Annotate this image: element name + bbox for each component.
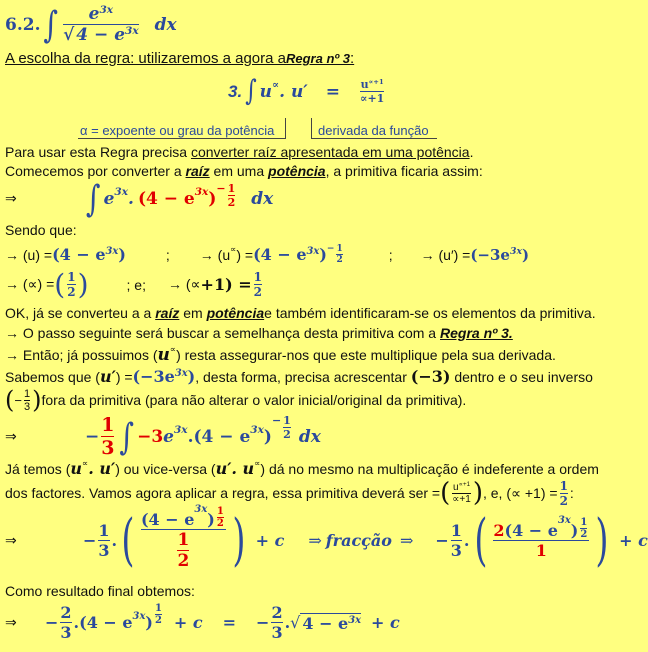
- exponent: 3x: [105, 246, 119, 258]
- denominator: ∝+1: [452, 493, 471, 505]
- text: , desta forma, precisa acrescentar: [195, 368, 407, 385]
- rule-formula: [228, 75, 386, 108]
- paren: ): [319, 245, 327, 264]
- text: em uma: [213, 163, 265, 179]
- text: ) resta assegurar-nos que este multiplique pela sua derivada.: [176, 347, 556, 363]
- exponent: 3x: [99, 3, 114, 16]
- sign: −: [85, 426, 100, 447]
- integral-sign: ∫: [245, 75, 257, 108]
- power-fraction: [228, 182, 236, 209]
- denominator: 3: [450, 541, 462, 560]
- half-fraction: [560, 479, 568, 508]
- sign: −: [45, 613, 59, 632]
- denominator: 2: [227, 196, 236, 209]
- text: , a primitiva ficaria assim:: [325, 163, 483, 179]
- como-resultado: Como resultado final obtemos:: [5, 583, 195, 599]
- inverse-fraction: [24, 388, 30, 413]
- simplified-fraction: [493, 515, 589, 560]
- u: u: [70, 459, 82, 478]
- paren: ): [263, 426, 272, 447]
- text: → O passo seguinte será buscar a semelhança desta primitiva com a: [5, 325, 437, 341]
- implies-arrow: ⇒: [5, 190, 17, 206]
- plus-c: + c: [619, 531, 648, 550]
- derivative-label: derivada da função: [318, 123, 429, 138]
- definitions-row2: → (∝) = ( $\frac{1}{2}$ ) ; e; → (∝ +1) = $\frac{1}{2}$: [5, 268, 262, 301]
- u: u: [157, 345, 170, 365]
- e: e: [163, 426, 174, 447]
- numerator: u: [360, 78, 369, 91]
- rule-fraction: [452, 482, 471, 505]
- sign: −: [14, 392, 22, 408]
- denominator: ∝+1: [360, 92, 385, 105]
- factor-two: 2: [493, 521, 505, 540]
- exponent: 3x: [125, 24, 139, 37]
- u-prime: u′: [99, 367, 116, 386]
- numerator: 1: [283, 414, 291, 427]
- para-passo: [5, 325, 513, 341]
- sign: −: [83, 531, 97, 550]
- plus-c: + c: [371, 613, 400, 632]
- para-ok: [5, 305, 596, 321]
- numerator: 1: [216, 506, 224, 517]
- para-fora: ( − $\frac{1}{3}$ ) fora da primitiva (para não alterar o valor inicial/original da primitiva).: [5, 386, 467, 414]
- numerator: 1: [450, 521, 462, 540]
- radicand: 4 − e: [302, 613, 349, 633]
- value: (4 − e: [253, 245, 307, 264]
- alpha: ∝: [169, 344, 177, 355]
- sqrt-sign: √: [63, 25, 75, 45]
- sign: −: [271, 414, 282, 427]
- text: Já temos (: [5, 460, 71, 477]
- paren: ): [207, 510, 215, 529]
- exercise-title: [5, 4, 177, 45]
- value: (4 − e: [52, 245, 106, 264]
- exponent: 3x: [348, 614, 362, 626]
- final-result: [5, 603, 400, 642]
- intro-text: A escolha da regra: utilizaremos a agora a: [5, 50, 286, 67]
- u-prime: . u′: [279, 81, 308, 102]
- numerator: u: [453, 481, 459, 493]
- numerator: 1: [23, 387, 31, 400]
- exponent: 3x: [132, 611, 146, 623]
- equals: =: [325, 81, 341, 102]
- label: → (u: [199, 246, 231, 263]
- sign: −: [256, 613, 270, 632]
- numerator: e: [88, 4, 100, 24]
- text: .: [469, 144, 474, 160]
- fraccao-label: fracção: [325, 531, 392, 550]
- rule-number: 3.: [228, 81, 243, 101]
- sign: −: [326, 244, 335, 254]
- rule-fraction: [360, 78, 384, 105]
- exponent: 3x: [114, 186, 129, 199]
- numerator: 2: [271, 603, 283, 622]
- colon: :: [350, 50, 355, 67]
- power-fraction: [155, 603, 162, 626]
- separator: ;: [388, 246, 393, 263]
- e: e: [103, 188, 115, 209]
- alpha: ∝: [254, 457, 261, 468]
- text: ) dá no mesmo na multiplicação é indeferente a ordem: [260, 460, 599, 477]
- equals: =: [222, 613, 237, 632]
- emphasis: raíz: [155, 305, 180, 321]
- text: OK, já se converteu a a: [5, 305, 152, 321]
- intro-line: [5, 50, 354, 67]
- step3: ⇒ − $\frac{1}{3}$ . ( (4 − e 3x ) $\frac{1}{2}$ $\frac{1}{2}$ ) + c ⇒ fracção ⇒ − $\frac{1}{3}$ . ( 2 (4 − e 3x ) $\frac{1}{2}$ 1 ) + c: [5, 504, 648, 573]
- exponent: ∝+1: [458, 480, 471, 488]
- para-sabemos: [5, 367, 593, 386]
- definitions-row1: [5, 244, 529, 265]
- u-prime-u: u′. u: [215, 459, 255, 478]
- exponent: 3x: [194, 186, 209, 199]
- paren: ): [208, 188, 217, 209]
- text: dos factores. Vamos agora aplicar a regra, essa primitiva deverá ser =: [5, 485, 441, 501]
- text: → Então; já possuimos (: [5, 347, 158, 363]
- sign: −: [435, 531, 449, 550]
- exponent: ∝+1: [368, 77, 384, 86]
- underlined-text: converter raíz apresentada em uma potência: [190, 144, 470, 160]
- label: → (∝) =: [5, 276, 55, 292]
- denominator: 2: [336, 255, 343, 265]
- power-fraction: [283, 414, 291, 441]
- sendo-que: Sendo que:: [5, 222, 77, 238]
- denominator: 2: [253, 285, 262, 299]
- denominator: 3: [98, 541, 110, 560]
- implies-arrow: ⇒: [5, 532, 17, 548]
- text: Sabemos que (: [5, 368, 100, 385]
- implies-arrow: ⇒: [399, 531, 414, 550]
- plus-c: + c: [173, 613, 203, 632]
- paren: ): [145, 613, 153, 632]
- numerator: 1: [101, 414, 115, 436]
- denominator: 4 − e: [76, 25, 126, 45]
- base-expression: (4 − e: [140, 510, 195, 529]
- dot: .: [284, 613, 291, 632]
- denominator: 1: [535, 541, 547, 560]
- result-fraction: [140, 504, 226, 571]
- step2: [5, 414, 321, 459]
- dot: .: [128, 188, 134, 209]
- rule-reference: Regra nº 3: [286, 51, 350, 66]
- denominator: 2: [154, 615, 162, 626]
- alpha-plus-one-fraction: [254, 270, 262, 299]
- numerator: 1: [227, 182, 236, 195]
- step1: [5, 177, 274, 220]
- minus-three: −3: [137, 426, 164, 447]
- coefficient-fraction: [60, 603, 71, 642]
- implies-arrow: ⇒: [5, 428, 17, 444]
- denominator: 2: [283, 428, 291, 441]
- implies-arrow: ⇒: [308, 531, 322, 550]
- emphasis: potência: [206, 305, 265, 321]
- separator: ;: [165, 246, 170, 263]
- alpha: ∝: [230, 243, 237, 254]
- emphasis: potência: [268, 163, 326, 179]
- power-fraction: [336, 244, 342, 265]
- coefficient-fraction: [271, 603, 282, 642]
- numerator: 1: [253, 270, 262, 284]
- numerator: 1: [580, 517, 588, 528]
- para-ja-temos: [5, 459, 599, 478]
- numerator: 1: [67, 270, 76, 284]
- label: ) =: [236, 246, 254, 263]
- text: em: [183, 305, 203, 321]
- exponent: 3x: [250, 424, 264, 437]
- separator: ; e;: [126, 276, 146, 293]
- exponent: 3x: [509, 245, 522, 257]
- label: → (u′) =: [420, 246, 471, 263]
- base-expression: .(4 − e: [187, 426, 251, 447]
- exponent: 3x: [173, 424, 188, 437]
- text: Para usar esta Regra precisa: [5, 144, 188, 160]
- inverse-fraction: [451, 521, 462, 560]
- title-fraction: [63, 4, 139, 45]
- minus-three: (−3): [410, 367, 451, 386]
- dx: dx: [298, 426, 321, 447]
- para-convert: [5, 144, 473, 160]
- implies-arrow: ⇒: [5, 614, 17, 630]
- para-entao: [5, 345, 556, 365]
- sign: −: [216, 182, 226, 195]
- u-prime: . u′: [88, 459, 116, 478]
- paren: ): [521, 245, 530, 264]
- numerator: 1: [177, 530, 190, 550]
- denominator: 2: [216, 518, 224, 529]
- emphasis: raíz: [185, 163, 210, 179]
- denominator: 3: [101, 437, 115, 459]
- exponent: 3x: [194, 504, 208, 516]
- text: fora da primitiva (para não alterar o valor inicial/original da primitiva).: [41, 392, 467, 408]
- value: +1) =: [200, 275, 252, 294]
- denominator: 3: [23, 400, 31, 413]
- exponent: 3x: [557, 515, 571, 527]
- inverse-fraction: [98, 521, 109, 560]
- denominator: 3: [60, 623, 72, 642]
- para-comecemos: [5, 163, 483, 179]
- text: ) ou vice-versa (: [115, 460, 216, 477]
- u: u: [259, 81, 273, 102]
- denominator: 2: [580, 529, 588, 540]
- inverse-fraction: [101, 414, 114, 459]
- paren: ): [570, 521, 579, 540]
- alpha-fraction: [67, 270, 75, 299]
- label: → (u) =: [5, 246, 53, 263]
- text: Comecemos por converter a: [5, 163, 182, 179]
- paren: ): [118, 245, 126, 264]
- denominator: 2: [559, 493, 568, 508]
- dx: dx: [251, 188, 274, 209]
- denominator: 2: [67, 285, 76, 299]
- base-expression: .(4 − e: [73, 613, 133, 632]
- denominator: 3: [271, 623, 283, 642]
- text: e também identificaram-se os elementos da primitiva.: [264, 305, 596, 321]
- numerator: 1: [154, 603, 162, 614]
- alpha: ∝: [272, 79, 280, 92]
- exercise-number: 6.2.: [5, 14, 41, 35]
- dx: dx: [154, 14, 177, 35]
- para-dos-factores: dos factores. Vamos agora aplicar a regra, essa primitiva deverá ser = ( $\frac{u^{\propto+1}}{\propto+1}$ ) , e, (∝ +1) = $\frac{1}{2}$ :: [5, 478, 574, 508]
- numerator: 1: [98, 521, 110, 540]
- base-expression: (4 − e: [504, 521, 558, 540]
- numerator: 1: [559, 478, 568, 493]
- exponent: 3x: [174, 368, 188, 380]
- base-expression: (4 − e: [137, 188, 195, 209]
- rule-reference: Regra nº 3.: [440, 325, 513, 341]
- denominator: 2: [177, 551, 190, 571]
- numerator: 1: [336, 244, 343, 254]
- value: (−3e: [132, 367, 175, 386]
- integral-sign: ∫: [119, 415, 135, 458]
- paren: ): [187, 367, 196, 386]
- value: (−3e: [470, 245, 510, 264]
- alpha-label: α = expoente ou grau da potência: [80, 123, 275, 138]
- numerator: 2: [60, 603, 72, 622]
- text: ) =: [115, 368, 133, 385]
- text: dentro e o seu inverso: [454, 368, 593, 385]
- plus-c: + c: [255, 531, 285, 550]
- integral-sign: ∫: [86, 177, 101, 220]
- text: :: [569, 485, 574, 501]
- text: , e, (∝ +1) =: [482, 484, 558, 501]
- exponent: 3x: [306, 246, 320, 258]
- sqrt-sign: √: [290, 613, 301, 632]
- alpha: ∝: [82, 457, 89, 468]
- integral-sign: ∫: [43, 3, 59, 46]
- label: → (∝: [167, 276, 201, 292]
